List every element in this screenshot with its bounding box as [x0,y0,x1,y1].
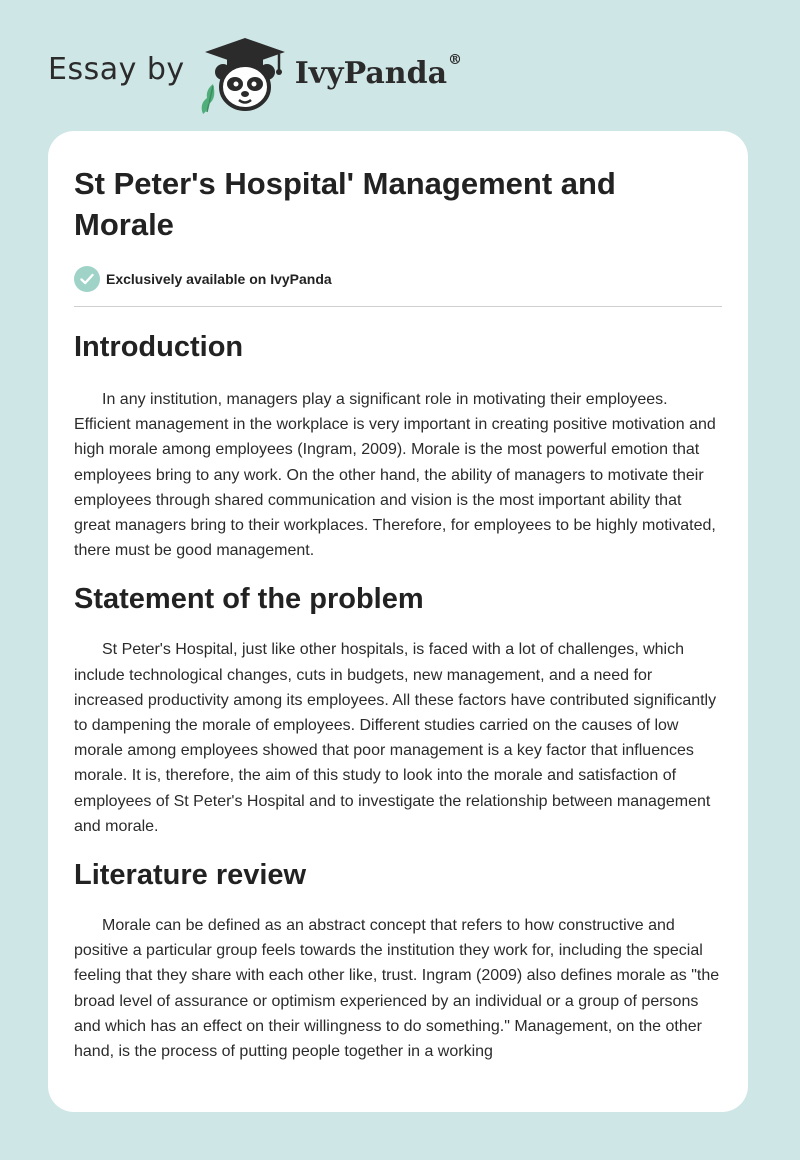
section-heading-literature: Literature review [74,859,307,892]
site-header [48,34,462,114]
brand-label: IvyPanda [294,55,448,91]
section-body-problem: St Peter's Hospital, just like other hospitals, is faced with a lot of challenges, which include technological changes, cuts in budgets, new management, and a need for increased productivity among its employees. All these factors have contributed significantly to dampening the morale of employees. Different studies carried on the causes of low morale among employees showed that poor management is a key factor that influences morale. It is, therefore, the aim of this study to look into the morale and satisfaction of employees of St Peter's Hospital and to investigate the relationship between management and morale. [74,641,717,835]
essay-card [48,131,748,1112]
section-body-introduction: In any institution, managers play a significant role in motivating their employees. Efficient management in the workplace is very important in creating positive motivation and high morale among employees (Ingram, 2009). Morale is the most powerful emotion that employees bring to any work. On the other hand, the ability of managers to motivate their employees through shared communication and vision is the most important ability that great managers bring to their workplaces. Therefore, for employees to be highly motivated, there must be good management. [74,391,716,560]
check-circle-icon [74,266,100,292]
section-heading-problem: Statement of the problem [74,583,424,616]
brand-name[interactable] [294,51,463,91]
essay-by-label: Essay by [48,51,185,87]
panda-graduate-icon[interactable] [199,34,291,114]
section-body-literature: Morale can be defined as an abstract concept that refers to how constructive and positive a particular group feels towards the institution they work for, including the special feeling that they share with each other like, trust. Ingram (2009) also defines morale as "the broad level of assurance or optimism experienced by an individual or a group of persons and which has an effect on their willingness to do something." Management, on the other hand, is the process of putting people together in a working [74,917,720,1061]
essay-title: St Peter's Hospital' Management and Morale [74,166,616,242]
registered-mark: ® [448,51,463,68]
badge-label: Exclusively available on IvyPanda [106,271,332,287]
section-heading-introduction: Introduction [74,331,244,363]
title-divider [74,306,722,307]
exclusive-badge [74,265,722,293]
